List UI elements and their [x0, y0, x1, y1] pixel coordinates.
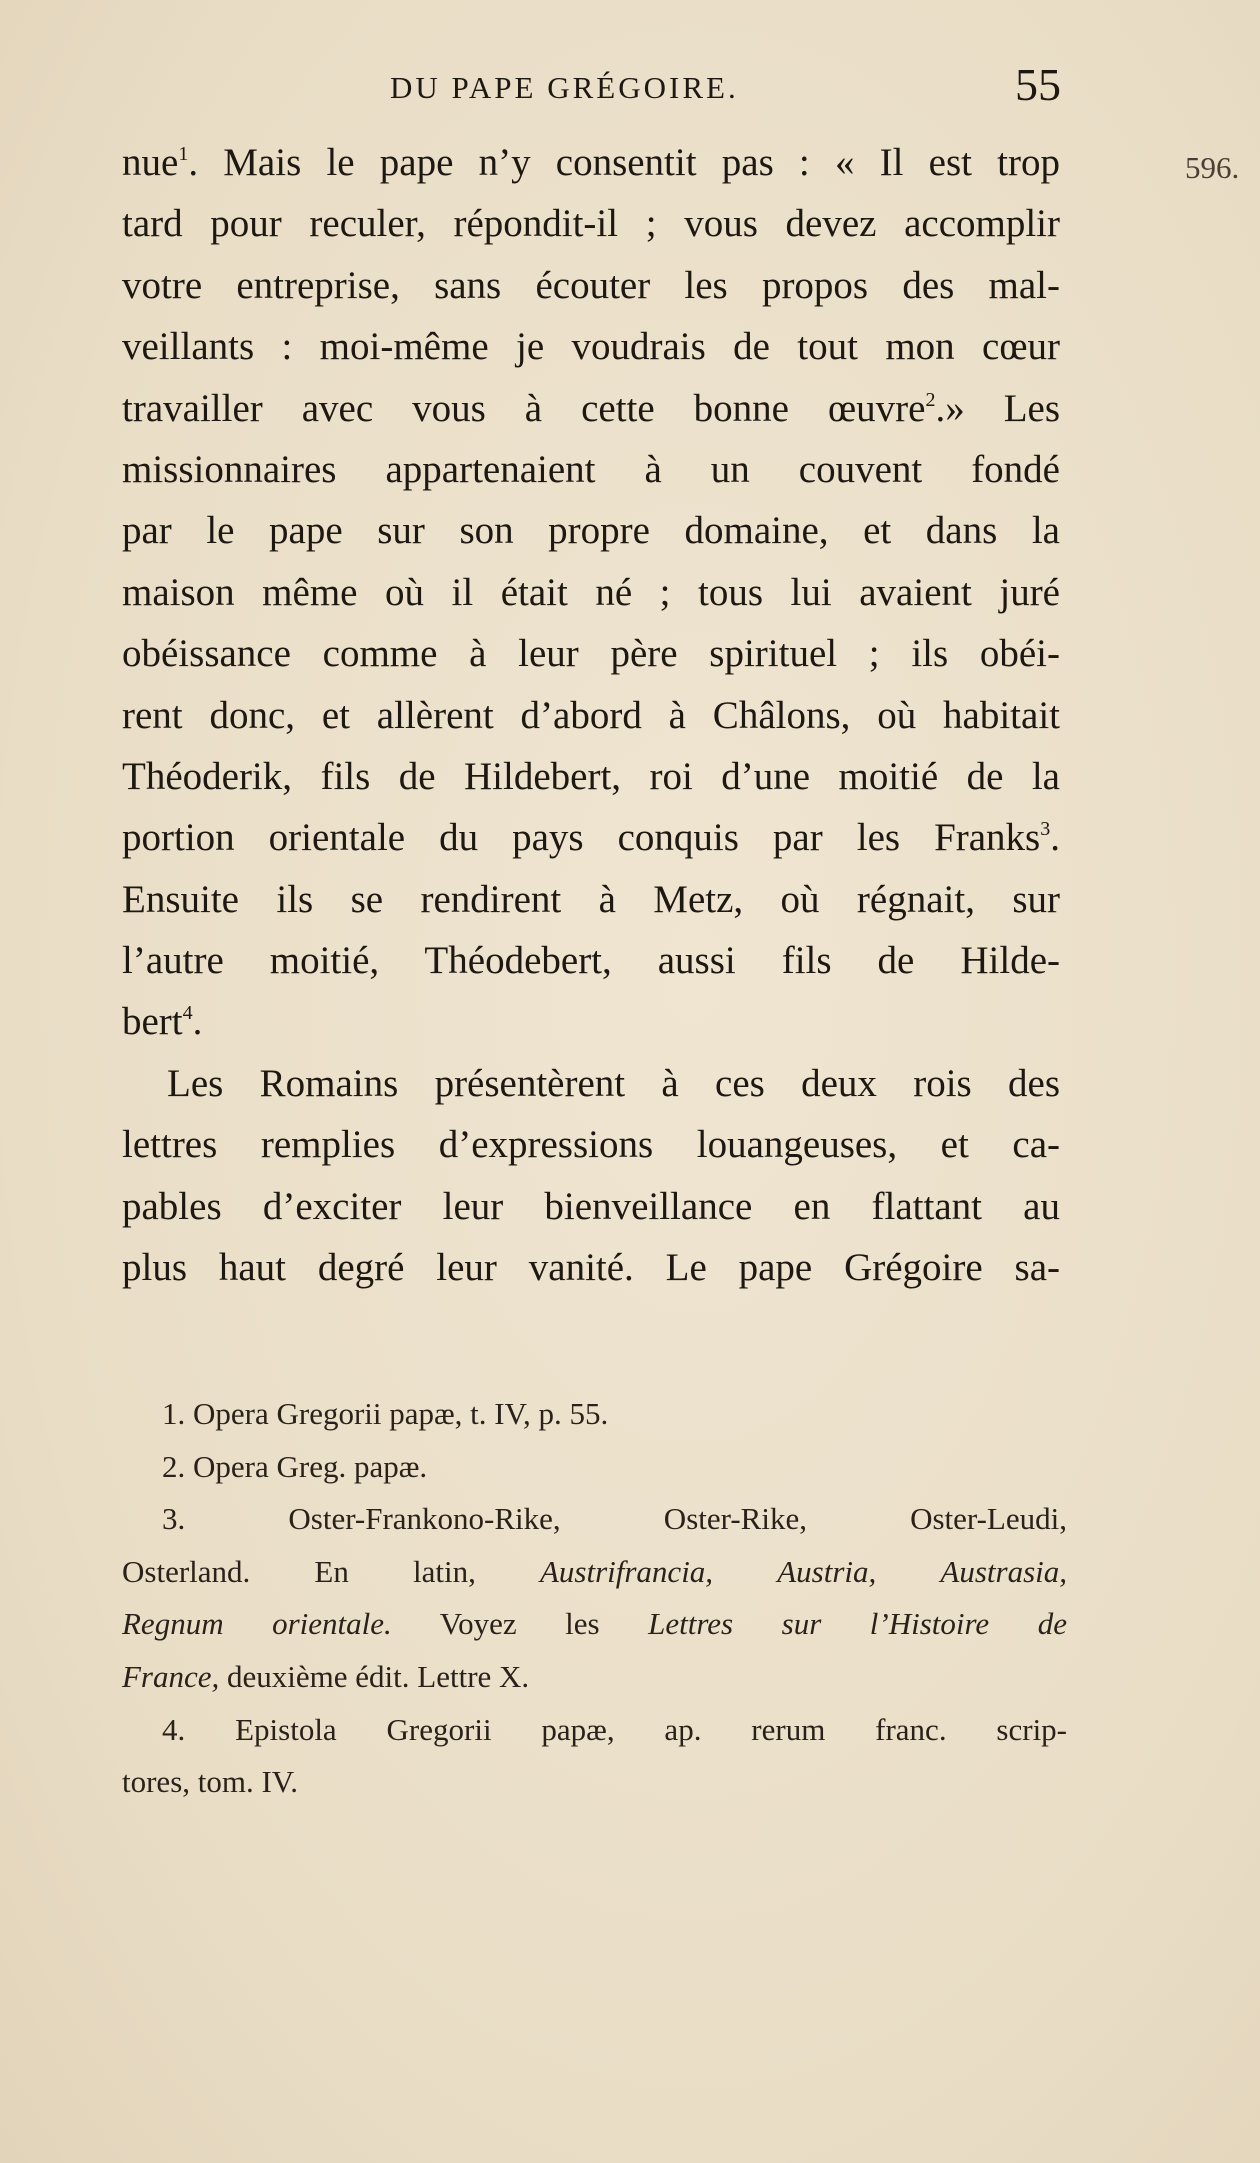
text-line: maison même où il était né ; tous lui avaient juré	[122, 570, 1060, 614]
text-line: portion orientale du pays conquis par les Franks$^3$.	[122, 816, 1060, 860]
text-line: l’autre moitié, Théodebert, aussi fils de Hilde-	[122, 939, 1060, 983]
running-header: DU PAPE GRÉGOIRE.	[390, 70, 739, 105]
text-line: veillants : moi-même je voudrais de tout mon cœur	[122, 325, 1060, 369]
text-line: Les Romains présentèrent à ces deux rois des	[167, 1061, 1060, 1105]
text-line: Ensuite ils se rendirent à Metz, où régnait, sur	[122, 877, 1060, 921]
footnote-3-line: Osterland. En latin, Austrifrancia, Austria, Austrasia,	[122, 1553, 1067, 1589]
footnote-4: 4. Epistola Gregorii papæ, ap. rerum franc. scrip-	[162, 1711, 1067, 1747]
text-line: nue$^1$. Mais le pape n’y consentit pas : « Il est trop	[122, 141, 1060, 184]
text-line: Théoderik, fils de Hildebert, roi d’une moitié de la	[122, 754, 1060, 798]
page-number: 55	[1015, 59, 1061, 110]
footnote-3-line: Regnum orientale. Voyez les Lettres sur l’Histoire de	[122, 1606, 1067, 1642]
footnote-ref: 1	[178, 143, 189, 165]
footnote-ref: 3	[1040, 818, 1051, 841]
body-text	[122, 132, 1060, 1298]
text-line: lettres remplies d’expressions louangeuses, et ca-	[122, 1123, 1060, 1167]
footnote-1: 1. Opera Gregorii papæ, t. IV, p. 55.	[162, 1396, 609, 1431]
footnotes	[122, 1388, 1067, 1809]
text-line: plus haut degré leur vanité. Le pape Grégoire sa-	[122, 1246, 1060, 1290]
footnote-3: 3. Oster-Frankono-Rike, Oster-Rike, Oster-Leudi,	[162, 1501, 1067, 1537]
text-line: rent donc, et allèrent d’abord à Châlons, où habitait	[122, 693, 1060, 737]
footnote-ref: 2	[925, 388, 936, 411]
text-line: votre entreprise, sans écouter les propos des mal-	[122, 263, 1060, 307]
text-line: par le pape sur son propre domaine, et dans la	[122, 509, 1060, 553]
text-line: tard pour reculer, répondit-il ; vous devez accomplir	[122, 202, 1060, 246]
text-line: travailler avec vous à cette bonne œuvre$^2$.» Les	[122, 386, 1060, 430]
text-line: missionnaires appartenaient à un couvent fondé	[122, 447, 1060, 491]
margin-year-note: 596.	[1185, 150, 1240, 185]
text-line: pables d’exciter leur bienveillance en flattant au	[122, 1184, 1060, 1228]
footnote-ref: 4	[182, 1002, 193, 1025]
text-line: obéissance comme à leur père spirituel ; ils obéi-	[122, 632, 1060, 676]
footnote-3-line: France, deuxième édit. Lettre X.	[122, 1658, 530, 1694]
text-line: bert$^4$.	[122, 1000, 203, 1044]
footnote-2: 2. Opera Greg. papæ.	[162, 1448, 428, 1484]
footnote-4-line: tores, tom. IV.	[122, 1764, 298, 1800]
